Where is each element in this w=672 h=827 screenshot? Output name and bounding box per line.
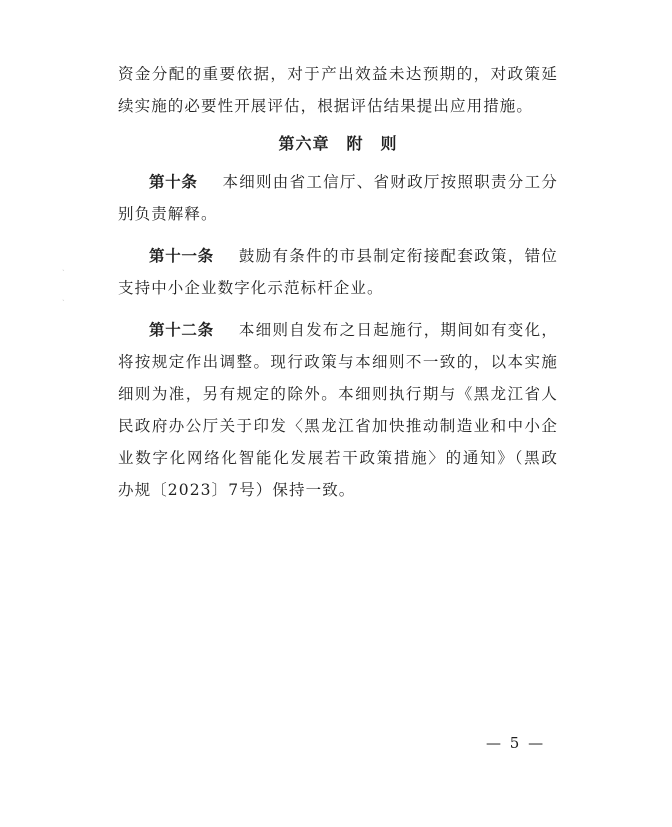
article-12	[118, 314, 558, 506]
article-11	[118, 240, 558, 304]
article-10-label: 第十条	[149, 173, 198, 191]
page-number: — 5 —	[486, 734, 546, 752]
article-12-spacer	[220, 321, 232, 339]
article-10	[118, 166, 558, 230]
article-11-spacer	[220, 247, 232, 265]
article-10-text: 本细则由省工信厅、省财政厅按照职责分工分别负责解释。	[118, 173, 558, 223]
chapter-heading: 第六章 附 则	[278, 134, 398, 153]
paragraph-gap	[118, 230, 558, 240]
article-12-label: 第十二条	[149, 321, 214, 339]
scan-speck: ˎ	[62, 262, 65, 271]
article-11-text: 鼓励有条件的市县制定衔接配套政策，错位支持中小企业数字化示范标杆企业。	[118, 247, 559, 297]
intro-paragraph: 资金分配的重要依据，对于产出效益未达预期的，对政策延续实施的必要性开展评估，根据评估结果提出应用措施。	[118, 65, 558, 115]
article-11-label: 第十一条	[149, 247, 214, 265]
article-12-text: 本细则自发布之日起施行，期间如有变化，将按规定作出调整。现行政策与本细则不一致的，以本实施细则为准，另有规定的除外。本细则执行期与《黑龙江省人民政府办公厅关于印发〈黑龙江省加快推动制造业和中小企业数字化网络化智能化发展若干政策措施〉的通知》（黑政办规〔2023〕7号）保持一致。	[118, 321, 559, 499]
paragraph-gap	[118, 304, 558, 314]
article-10-spacer	[204, 173, 216, 191]
scan-speck: ˏ	[62, 292, 65, 301]
document-body	[118, 58, 558, 506]
